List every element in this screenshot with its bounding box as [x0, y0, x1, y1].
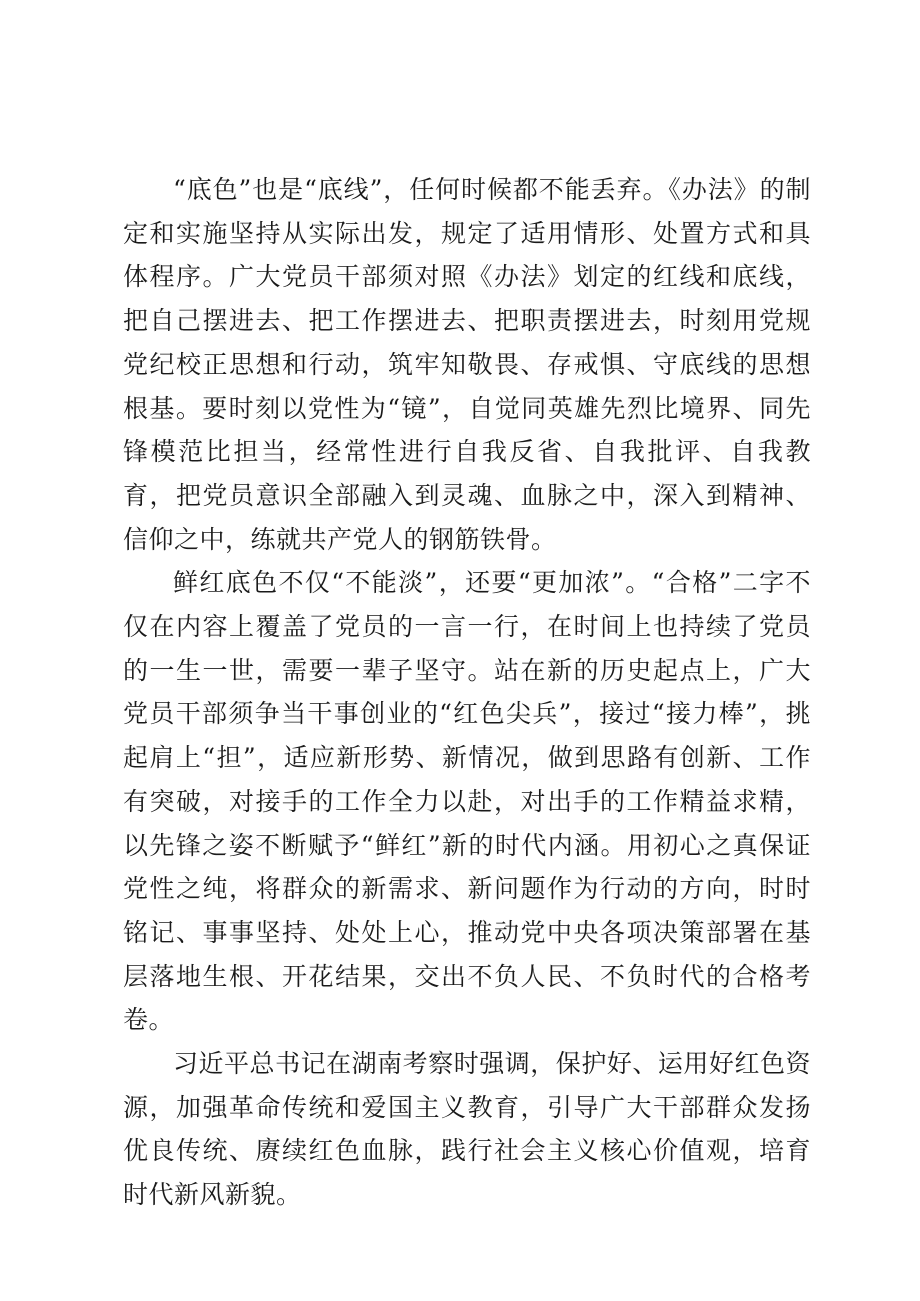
paragraph-2: 鲜红底色不仅“不能淡”，还要“更加浓”。“合格”二字不仅在内容上覆盖了党员的一言一行，在时间上也持续了党员的一生一世，需要一辈子坚守。站在新的历史起点上，广大党员干部须争当干事创业的“红色尖兵”，接过“接力棒”，挑起肩上“担”，适应新形势、新情况，做到思路有创新、工作有突破，对接手的工作全力以赴，对出手的工作精益求精，以先锋之姿不断赋予“鲜红”新的时代内涵。用初心之真保证党性之纯，将群众的新需求、新问题作为行动的方向，时时铭记、事事坚持、处处上心，推动党中央各项决策部署在基层落地生根、开花结果，交出不负人民、不负时代的合格考卷。 — [123, 568, 811, 1035]
paragraph-1: “底色”也是“底线”，任何时候都不能丢弃。《办法》的制定和实施坚持从实际出发，规定了适用情形、处置方式和具体程序。广大党员干部须对照《办法》划定的红线和底线，把自己摆进去、把工作摆进去、把职责摆进去，时刻用党规党纪校正思想和行动，筑牢知敬畏、存戒惧、守底线的思想根基。要时刻以党性为“镜”，自觉同英雄先烈比境界、同先锋模范比担当，经常性进行自我反省、自我批评、自我教育，把党员意识全部融入到灵魂、血脉之中，深入到精神、信仰之中，练就共产党人的钢筋铁骨。 — [123, 175, 811, 554]
document-body — [123, 168, 811, 1217]
paragraph-3: 习近平总书记在湖南考察时强调，保护好、运用好红色资源，加强革命传统和爱国主义教育，引导广大干部群众发扬优良传统、赓续红色血脉，践行社会主义核心价值观，培育时代新风新貌。 — [123, 1049, 811, 1210]
